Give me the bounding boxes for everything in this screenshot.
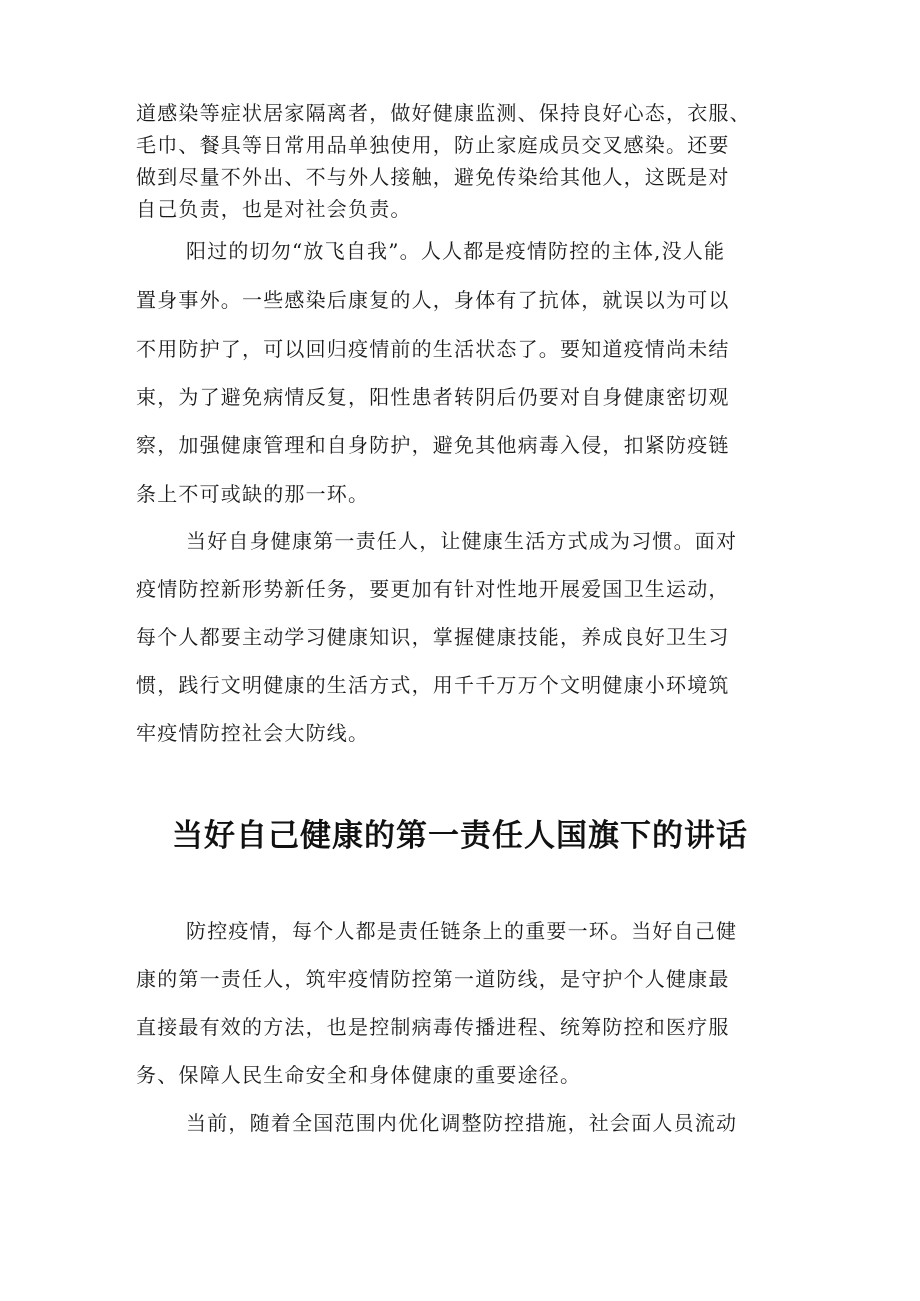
paragraph-line: 察，加强健康管理和自身防护，避免其他病毒入侵，扣紧防疫链	[136, 433, 730, 457]
paragraph-line: 自己负责，也是对社会负责。	[136, 197, 412, 221]
paragraph-first-line: 防控疫情，每个人都是责任链条上的重要一环。当好自己健	[186, 919, 738, 943]
paragraph-line: 每个人都要主动学习健康知识，掌握健康技能，养成良好卫生习	[136, 625, 730, 649]
paragraph-first-line: 阳过的切勿“放飞自我”。人人都是疫情防控的主体,没人能	[186, 239, 726, 263]
paragraph-line: 不用防护了，可以回归疫情前的生活状态了。要知道疫情尚未结	[136, 337, 730, 361]
paragraph-line: 康的第一责任人，筑牢疫情防控第一道防线，是守护个人健康最	[136, 967, 730, 991]
paragraph-line: 毛巾、餐具等日常用品单独使用，防止家庭成员交叉感染。还要	[136, 133, 730, 157]
paragraph-line: 做到尽量不外出、不与外人接触，避免传染给其他人，这既是对	[136, 165, 730, 189]
paragraph-line: 置身事外。一些感染后康复的人，身体有了抗体，就误以为可以	[136, 288, 730, 312]
article-title: 当好自己健康的第一责任人国旗下的讲话	[172, 818, 748, 854]
paragraph-line: 条上不可或缺的那一环。	[136, 482, 370, 506]
paragraph-line: 惯，践行文明健康的生活方式，用千千万万个文明健康小环境筑	[136, 673, 730, 697]
paragraph-line: 道感染等症状居家隔离者，做好健康监测、保持良好心态，衣服、	[136, 101, 751, 125]
paragraph-first-line: 当前，随着全国范围内优化调整防控措施，社会面人员流动	[186, 1111, 738, 1135]
paragraph-first-line: 当好自身健康第一责任人，让健康生活方式成为习惯。面对	[186, 529, 738, 553]
paragraph-line: 束，为了避免病情反复，阳性患者转阴后仍要对自身健康密切观	[136, 385, 730, 409]
paragraph-line: 疫情防控新形势新任务，要更加有针对性地开展爱国卫生运动，	[136, 577, 730, 601]
paragraph-line: 务、保障人民生命安全和身体健康的重要途径。	[136, 1063, 582, 1087]
paragraph-line: 牢疫情防控社会大防线。	[136, 721, 370, 745]
paragraph-line: 直接最有效的方法，也是控制病毒传播进程、统筹防控和医疗服	[136, 1015, 730, 1039]
